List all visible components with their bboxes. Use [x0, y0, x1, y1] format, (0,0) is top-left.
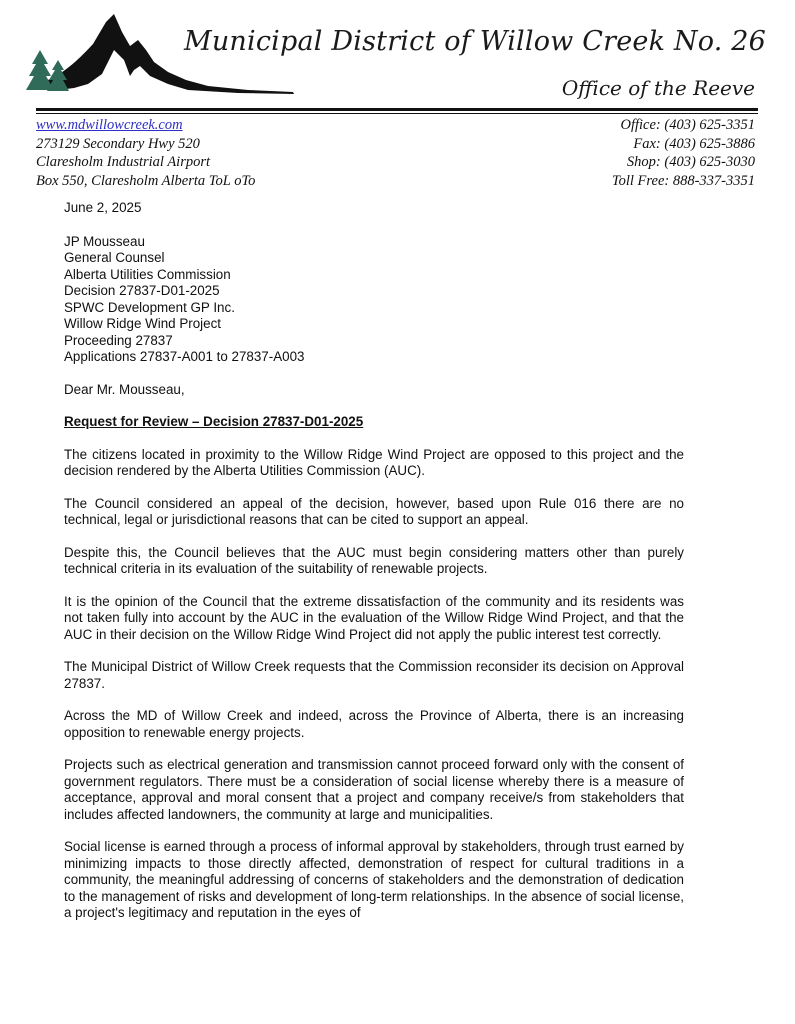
recipient-line: Proceeding 27837 [64, 332, 173, 348]
recipient-block [64, 234, 684, 366]
header-rule-thick [36, 108, 758, 111]
address-line: Claresholm Industrial Airport [36, 154, 211, 170]
paragraph: It is the opinion of the Council that the extreme dissatisfaction of the community and its residents was not taken fully into account by the AUC in the evaluation of the Willow Ridge Wind Project, and that the AUC in their decision on the Willow Ridge Wind Project did not apply the public interest test correctly. [64, 593, 684, 642]
paragraph: The Council considered an appeal of the decision, however, based upon Rule 016 there are no technical, legal or jurisdictional reasons that can be cited to support an appeal. [64, 495, 684, 527]
shop-phone: Shop: (403) 625-3030 [626, 154, 755, 170]
paragraph: Across the MD of Willow Creek and indeed, across the Province of Alberta, there is an increasing opposition to renewable energy projects. [64, 708, 684, 740]
website-link[interactable]: www.mdwillowcreek.com [36, 117, 183, 133]
subject-line: Request for Review – Decision 27837-D01-2025 [64, 414, 364, 429]
letter-body [64, 200, 684, 922]
recipient-line: Willow Ridge Wind Project [64, 316, 222, 331]
recipient-line: Applications 27837-A001 to 27837-A003 [64, 349, 305, 364]
phone-block [612, 116, 755, 190]
salutation: Dear Mr. Mousseau, [64, 381, 185, 397]
letter-date: June 2, 2025 [64, 200, 142, 215]
paragraph: The Municipal District of Willow Creek requests that the Commission reconsider its decision on Approval 27837. [64, 659, 684, 691]
fax-number: Fax: (403) 625-3886 [633, 135, 755, 152]
recipient-line: SPWC Development GP Inc. [64, 299, 235, 315]
toll-free-phone: Toll Free: 888-337-3351 [611, 172, 755, 189]
address-line: 273129 Secondary Hwy 520 [36, 135, 200, 152]
recipient-line: Alberta Utilities Commission [64, 266, 231, 282]
office-of-reeve: Office of the Reeve [561, 76, 755, 100]
paragraph: Despite this, the Council believes that the AUC must begin considering matters other than purely technical criteria in its evaluation of the suitability of renewable projects. [64, 544, 684, 576]
header-rule-thin [36, 113, 758, 114]
district-title: Municipal District of Willow Creek No. 26 [184, 26, 767, 57]
recipient-line: JP Mousseau [64, 233, 145, 249]
pine-trees-icon [26, 50, 69, 91]
recipient-line: Decision 27837-D01-2025 [64, 283, 220, 298]
paragraph: Social license is earned through a process of informal approval by stakeholders, through trust earned by minimizing impacts to those directly affected, demonstration of respect for cultural traditions in a community, the meaningful addressing of concerns of stakeholders and the demonstration of dedication to the management of risks and development of long-term relationships. In the absence of social license, a project's legitimacy and reputation in the eyes of [64, 839, 684, 920]
recipient-line: General Counsel [64, 250, 165, 265]
address-line: Box 550, Claresholm Alberta ToL oTo [36, 172, 256, 189]
paragraph: The citizens located in proximity to the Willow Ridge Wind Project are opposed to this project and the decision rendered by the Alberta Utilities Commission (AUC). [64, 446, 684, 478]
address-block [36, 116, 255, 190]
office-phone: Office: (403) 625-3351 [620, 117, 755, 133]
paragraph: Projects such as electrical generation and transmission cannot proceed forward only with the consent of government regulators. There must be a consideration of social license whereby there is a measure of acceptance, approval and moral consent that a project and company receive/s from stakeholders that includes affected landowners, the community at large and municipalities. [64, 757, 684, 822]
